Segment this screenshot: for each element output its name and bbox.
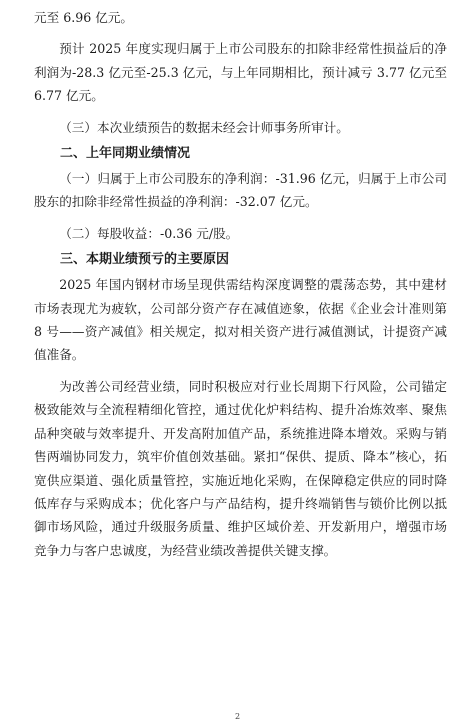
paragraph-market-conditions: 2025 年国内钢材市场呈现供需结构深度调整的震荡态势，其中建材市场表现尤为疲软，公司部分资产存在减值迹象，依据《企业会计准则第 8 号——资产减值》相关规定，拟对相关资产进行减值测试，计提资产减值准备。: [34, 277, 447, 363]
paragraph-continuation: 元至 6.96 亿元。: [34, 10, 134, 25]
paragraph-eps: （二）每股收益：-0.36 元/股。: [59, 225, 239, 241]
section-heading-loss-reasons: 三、本期业绩预亏的主要原因: [60, 252, 230, 268]
section-heading-prior-year: 二、上年同期业绩情况: [60, 146, 191, 162]
paragraph-improvement-measures: 为改善公司经营业绩，同时积极应对行业长周期下行风险，公司锚定极致能效与全流程精细化管控，通过优化炉料结构、提升冶炼效率、聚焦品种突破与效率提升、开发高附加值产品，系统推进降本增效。采购与销售两端协同发力，筑牢价值创效基础。紧扣“保供、提质、降本”核心，拓宽供应渠道、强化质量管控，实施近地化采购，在保障稳定供应的同时降低库存与采购成本；优化客户与产品结构，提升终端销售与锁价比例以抵御市场风险，通过升级服务质量、维护区域价差、开发新用户，增强市场竞争力与客户忠诚度，为经营业绩改善提供关键支撑。: [34, 378, 447, 558]
page-number: 2: [234, 712, 241, 721]
paragraph-net-profit-excluding: 预计 2025 年度实现归属于上市公司股东的扣除非经常性损益后的净利润为-28.3 亿元至-25.3 亿元，与上年同期相比，预计减亏 3.77 亿元至 6.77 亿元。: [34, 41, 447, 104]
paragraph-prior-net-profit: （一）归属于上市公司股东的净利润：-31.96 亿元，归属于上市公司股东的扣除非经常性损益的净利润：-32.07 亿元。: [34, 171, 447, 210]
paragraph-audit-note: （三）本次业绩预告的数据未经会计师事务所审计。: [59, 119, 349, 135]
